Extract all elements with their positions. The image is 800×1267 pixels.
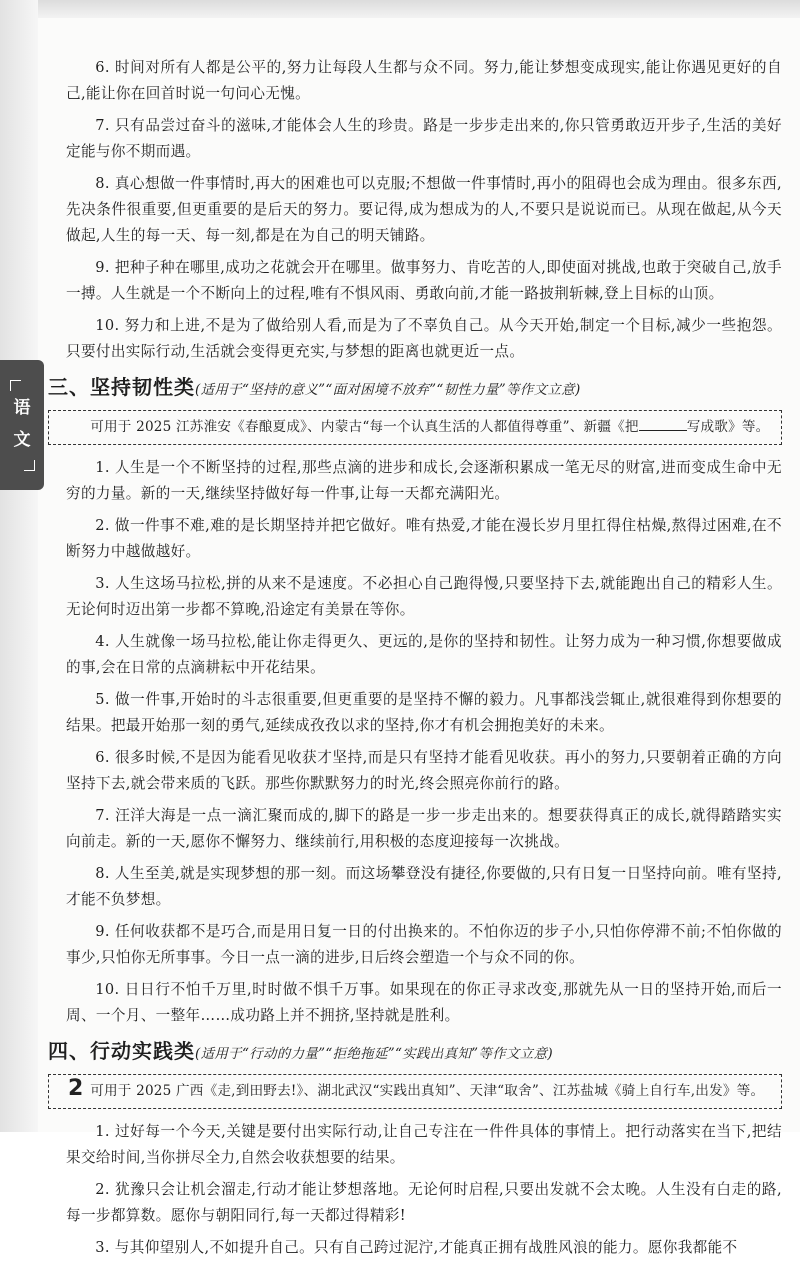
section3-list	[66, 455, 782, 1029]
list-item: 8. 真心想做一件事情时,再大的困难也可以克服;不想做一件事情时,再小的阻碍也会成为理由。很多东西,先决条件很重要,但更重要的是后天的努力。要记得,成为想成为的人,不要只是说说而已。从现在做起,从今天做起,人生的每一天、每一刻,都是在为自己的明天铺路。	[66, 175, 782, 244]
subject-label: 语文	[13, 398, 31, 450]
section3-note: (适用于“坚持的意义”“面对困境不放弃”“韧性力量”等作文立意)	[195, 382, 581, 398]
list-item: 6. 很多时候,不是因为能看见收获才坚持,而是只有坚持才能看见收获。再小的努力,只要朝着正确的方向坚持下去,就会带来质的飞跃。那些你默默努力的时光,终会照亮你前行的路。	[66, 749, 782, 792]
list-item: 5. 做一件事,开始时的斗志很重要,但更重要的是坚持不懈的毅力。凡事都浅尝辄止,就很难得到你想要的结果。把最开始那一刻的勇气,延续成孜孜以求的坚持,你才有机会拥抱美好的未来。	[66, 691, 782, 734]
page-number: 2	[68, 1076, 84, 1101]
list-item: 10. 日日行不怕千万里,时时做不惧千万事。如果现在的你正寻求改变,那就先从一日的坚持开始,而后一周、一个月、一整年……成功路上并不拥挤,坚持就是胜利。	[66, 981, 782, 1024]
list-item: 4. 人生就像一场马拉松,能让你走得更久、更远的,是你的坚持和韧性。让努力成为一种习惯,你想要做成的事,会在日常的点滴耕耘中开花结果。	[66, 633, 782, 676]
tab-bracket-bottom-icon	[24, 460, 35, 471]
callout-text: 写成歌》等。	[686, 419, 770, 435]
tab-bracket-top-icon	[10, 380, 21, 391]
page-left-shadow	[0, 0, 38, 1132]
callout-text: 可用于 2025 江苏淮安《春酿夏成》、内蒙古“每一个认真生活的人都值得尊重”、新疆《把	[90, 419, 639, 435]
fill-in-blank	[639, 416, 687, 431]
subject-side-tab	[0, 360, 44, 490]
section2-continued	[66, 55, 782, 365]
list-item: 2. 做一件事不难,难的是长期坚持并把它做好。唯有热爱,才能在漫长岁月里扛得住枯燥,熬得过困难,在不断努力中越做越好。	[66, 517, 782, 560]
list-item: 6. 时间对所有人都是公平的,努力让每段人生都与众不同。努力,能让梦想变成现实,能让你遇见更好的自己,能让你在回首时说一句问心无愧。	[66, 59, 782, 102]
section4-callout: 可用于 2025 广西《走,到田野去!》、湖北武汉“实践出真知”、天津“取舍”、江苏盐城《骑上自行车,出发》等。	[48, 1074, 782, 1109]
list-item: 9. 把种子种在哪里,成功之花就会开在哪里。做事努力、肯吃苦的人,即使面对挑战,也敢于突破自己,放手一搏。人生就是一个不断向上的过程,唯有不惧风雨、勇敢向前,才能一路披荆斩棘,登上目标的山顶。	[66, 259, 782, 302]
list-item: 3. 与其仰望别人,不如提升自己。只有自己跨过泥泞,才能真正拥有战胜风浪的能力。愿你我都能不	[95, 1239, 738, 1256]
section4-heading	[48, 1035, 782, 1070]
list-item: 2. 犹豫只会让机会溜走,行动才能让梦想落地。无论何时启程,只要出发就不会太晚。人生没有白走的路,每一步都算数。愿你与朝阳同行,每一天都过得精彩!	[66, 1181, 782, 1224]
section4-note: (适用于“行动的力量”“拒绝拖延”“实践出真知”等作文立意)	[195, 1046, 553, 1062]
list-item: 1. 过好每一个今天,关键是要付出实际行动,让自己专注在一件件具体的事情上。把行动落实在当下,把结果交给时间,当你拼尽全力,自然会收获想要的结果。	[66, 1123, 782, 1166]
section3-callout	[48, 410, 782, 445]
list-item: 3. 人生这场马拉松,拼的从来不是速度。不必担心自己跑得慢,只要坚持下去,就能跑出自己的精彩人生。无论何时迈出第一步都不算晚,沿途定有美景在等你。	[66, 575, 782, 618]
list-item: 9. 任何收获都不是巧合,而是用日复一日的付出换来的。不怕你迈的步子小,只怕你停滞不前;不怕你做的事少,只怕你无所事事。今日一点一滴的进步,日后终会塑造一个与众不同的你。	[66, 923, 782, 966]
page-top-shadow	[0, 0, 800, 18]
section3-heading	[48, 371, 782, 406]
list-item: 8. 人生至美,就是实现梦想的那一刻。而这场攀登没有捷径,你要做的,只有日复一日坚持向前。唯有坚持,才能不负梦想。	[66, 865, 782, 908]
list-item: 10. 努力和上进,不是为了做给别人看,而是为了不辜负自己。从今天开始,制定一个目标,减少一些抱怨。只要付出实际行动,生活就会变得更充实,与梦想的距离也就更近一点。	[66, 317, 782, 360]
list-item: 1. 人生是一个不断坚持的过程,那些点滴的进步和成长,会逐渐积累成一笔无尽的财富,进而变成生命中无穷的力量。新的一天,继续坚持做好每一件事,让每一天都充满阳光。	[66, 459, 782, 502]
section4-title: 四、行动实践类	[48, 1039, 195, 1063]
list-item: 7. 只有品尝过奋斗的滋味,才能体会人生的珍贵。路是一步步走出来的,你只管勇敢迈开步子,生活的美好定能与你不期而遇。	[66, 117, 782, 160]
list-item: 7. 汪洋大海是一点一滴汇聚而成的,脚下的路是一步一步走出来的。想要获得真正的成长,就得踏踏实实向前走。新的一天,愿你不懈努力、继续前行,用积极的态度迎接每一次挑战。	[66, 807, 782, 850]
section4-list	[66, 1119, 782, 1261]
section3-title: 三、坚持韧性类	[48, 375, 195, 399]
page-content	[48, 55, 782, 1267]
